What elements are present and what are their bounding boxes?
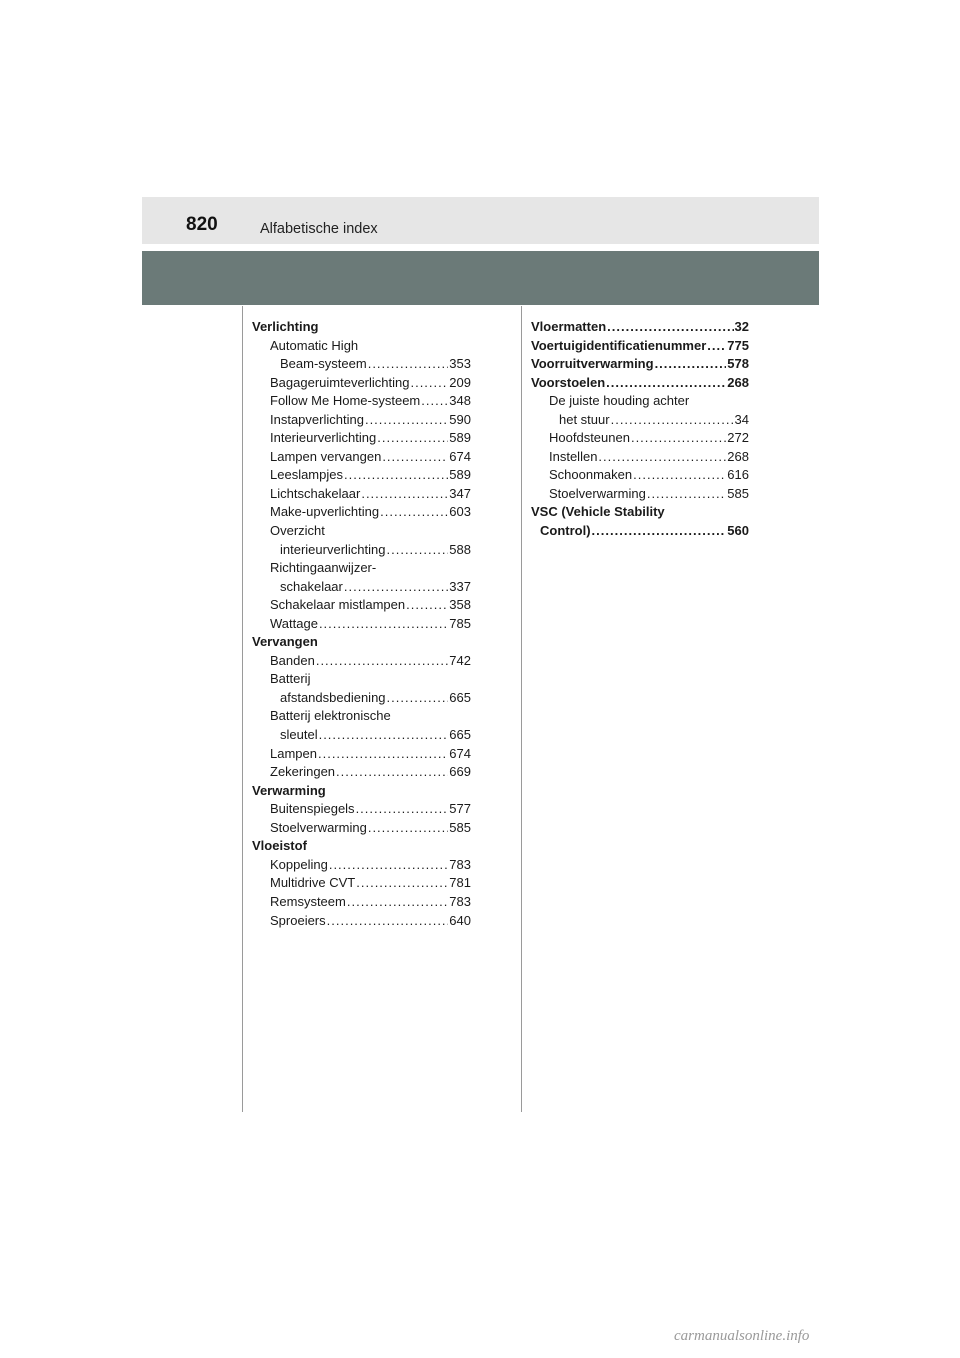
- index-entry-label: Instapverlichting: [270, 411, 364, 427]
- index-entry-label: Stoelverwarming: [270, 819, 367, 835]
- index-entry: [252, 726, 471, 745]
- section-title: Alfabetische index: [260, 221, 378, 237]
- index-entry-label: Lichtschakelaar: [270, 485, 361, 501]
- index-entry-label: Voertuigidentificatienummer: [531, 337, 707, 353]
- index-entry-page: 665: [449, 727, 471, 743]
- index-entry-page: 337: [449, 578, 471, 594]
- leader-dots: [356, 874, 448, 893]
- leader-dots: [592, 522, 727, 541]
- index-entry-label: Stoelverwarming: [549, 485, 646, 501]
- index-entry-page: 348: [449, 393, 471, 409]
- index-entry: [252, 652, 471, 671]
- header-bar: [142, 251, 819, 305]
- index-entry-label: Verlichting: [252, 319, 319, 334]
- index-entry-page: 665: [449, 689, 471, 705]
- index-entry-label: Multidrive CVT: [270, 875, 356, 891]
- index-entry: [252, 874, 471, 893]
- index-column-right: [531, 318, 749, 541]
- index-entry-label: Lampen: [270, 745, 317, 761]
- index-entry-page: 674: [449, 745, 471, 761]
- leader-dots: [318, 745, 448, 764]
- index-entry: [252, 819, 471, 838]
- index-entry-label: Follow Me Home-systeem: [270, 393, 421, 409]
- index-entry: [252, 429, 471, 448]
- index-entry: [531, 355, 749, 374]
- index-entry-page: 669: [449, 764, 471, 780]
- leader-dots: [336, 763, 448, 782]
- leader-dots: [421, 392, 448, 411]
- index-entry: [252, 448, 471, 467]
- index-entry: [252, 689, 471, 708]
- leader-dots: [319, 726, 449, 745]
- index-entry: [531, 337, 749, 356]
- index-entry: [531, 466, 749, 485]
- index-entry-label: De juiste houding achter: [549, 393, 690, 409]
- index-entry-label: Schakelaar mistlampen: [270, 597, 406, 613]
- leader-dots: [611, 411, 734, 430]
- index-entry: [252, 578, 471, 597]
- leader-dots: [329, 856, 448, 875]
- index-entry: [252, 466, 471, 485]
- index-entry: [252, 559, 471, 578]
- header-strip: [142, 197, 819, 244]
- index-entry: [252, 485, 471, 504]
- index-entry: [252, 912, 471, 931]
- index-entry-label: het stuur: [559, 411, 610, 427]
- index-entry-page: 353: [449, 356, 471, 372]
- index-entry: [252, 763, 471, 782]
- index-entry-page: 783: [449, 893, 471, 909]
- index-entry-label: Hoofdsteunen: [549, 430, 630, 446]
- index-entry-label: sleutel: [280, 727, 318, 743]
- index-entry-label: schakelaar: [280, 578, 343, 594]
- index-column-left: [252, 318, 471, 930]
- index-entry-page: 272: [727, 430, 749, 446]
- index-entry: [531, 522, 749, 541]
- index-entry-page: 783: [449, 856, 471, 872]
- index-entry: [252, 318, 471, 337]
- index-entry: [531, 411, 749, 430]
- index-entry-page: 209: [449, 374, 471, 390]
- leader-dots: [647, 485, 726, 504]
- watermark: carmanualsonline.info: [674, 1328, 810, 1344]
- index-entry-page: 775: [727, 337, 749, 353]
- index-entry-label: Richtingaanwijzer-: [270, 560, 377, 576]
- index-entry-label: Banden: [270, 652, 315, 668]
- leader-dots: [598, 448, 726, 467]
- index-entry-page: 585: [727, 485, 749, 501]
- index-entry-label: Batterij: [270, 671, 311, 687]
- index-entry-label: Verwarming: [252, 782, 326, 798]
- index-entry: [252, 522, 471, 541]
- index-entry: [252, 633, 471, 652]
- leader-dots: [316, 652, 448, 671]
- page-number: 820: [186, 214, 218, 235]
- index-entry-label: Instellen: [549, 448, 598, 464]
- index-entry-page: 577: [449, 801, 471, 817]
- index-entry-label: Voorruitverwarming: [531, 356, 654, 372]
- index-entry-label: afstandsbediening: [280, 689, 386, 705]
- index-entry: [531, 429, 749, 448]
- index-entry-page: 603: [449, 504, 471, 520]
- index-entry-label: Beam-systeem: [280, 356, 367, 372]
- index-entry-label: Lampen vervangen: [270, 448, 382, 464]
- leader-dots: [387, 689, 449, 708]
- leader-dots: [406, 596, 448, 615]
- column-divider-middle: [521, 306, 522, 1112]
- index-entry: [531, 318, 749, 337]
- index-entry: [252, 707, 471, 726]
- leader-dots: [327, 912, 449, 931]
- index-entry-page: 616: [727, 467, 749, 483]
- leader-dots: [356, 800, 449, 819]
- index-entry-page: 347: [449, 485, 471, 501]
- leader-dots: [365, 411, 448, 430]
- index-entry-label: Voorstoelen: [531, 374, 606, 390]
- index-entry-label: Remsysteem: [270, 893, 346, 909]
- index-entry-page: 742: [449, 652, 471, 668]
- leader-dots: [387, 541, 449, 560]
- index-entry: [252, 615, 471, 634]
- index-entry-page: 674: [449, 448, 471, 464]
- index-entry: [252, 893, 471, 912]
- index-entry: [252, 596, 471, 615]
- index-entry-page: 358: [449, 597, 471, 613]
- index-entry-page: 578: [727, 356, 749, 372]
- index-entry: [252, 837, 471, 856]
- index-entry-page: 781: [449, 875, 471, 891]
- leader-dots: [319, 615, 448, 634]
- index-entry: [531, 392, 749, 411]
- index-entry-page: 585: [449, 819, 471, 835]
- index-entry-page: 268: [727, 448, 749, 464]
- index-entry-page: 588: [449, 541, 471, 557]
- index-entry-page: 34: [734, 411, 749, 427]
- index-entry-page: 785: [449, 615, 471, 631]
- index-entry: [252, 411, 471, 430]
- index-entry-label: Interieurverlichting: [270, 430, 377, 446]
- leader-dots: [377, 429, 448, 448]
- leader-dots: [347, 893, 448, 912]
- index-entry: [252, 374, 471, 393]
- leader-dots: [382, 448, 448, 467]
- index-entry-page: 560: [727, 523, 749, 539]
- index-entry-label: Vervangen: [252, 634, 318, 650]
- index-entry-page: 268: [727, 374, 749, 390]
- index-entry-label: Overzicht: [270, 523, 325, 539]
- index-entry: [531, 503, 749, 522]
- index-entry: [252, 782, 471, 801]
- index-entry-label: Koppeling: [270, 856, 328, 872]
- index-entry-page: 589: [449, 467, 471, 483]
- leader-dots: [344, 466, 448, 485]
- index-entry: [531, 448, 749, 467]
- index-entry: [252, 670, 471, 689]
- index-entry-label: Zekeringen: [270, 764, 336, 780]
- leader-dots: [707, 337, 726, 356]
- index-entry-label: Schoonmaken: [549, 467, 633, 483]
- index-entry-label: VSC (Vehicle Stability: [531, 504, 665, 520]
- leader-dots: [368, 819, 448, 838]
- index-entry-label: Buitenspiegels: [270, 801, 355, 817]
- leader-dots: [631, 429, 726, 448]
- leader-dots: [633, 466, 726, 485]
- index-entry: [252, 355, 471, 374]
- index-entry-label: Vloermatten: [531, 319, 607, 334]
- index-entry: [252, 745, 471, 764]
- index-entry: [252, 541, 471, 560]
- leader-dots: [361, 485, 448, 504]
- index-entry-page: 640: [449, 912, 471, 928]
- index-entry-page: 589: [449, 430, 471, 446]
- leader-dots: [655, 355, 727, 374]
- index-entry-label: Sproeiers: [270, 912, 326, 928]
- index-entry-label: interieurverlichting: [280, 541, 386, 557]
- index-entry: [252, 856, 471, 875]
- index-entry-label: Wattage: [270, 615, 318, 631]
- index-entry-page: 32: [734, 319, 749, 334]
- index-entry-label: Batterij elektronische: [270, 708, 391, 724]
- index-entry-label: Make-upverlichting: [270, 504, 380, 520]
- leader-dots: [368, 355, 449, 374]
- index-entry: [531, 374, 749, 393]
- leader-dots: [606, 374, 726, 393]
- index-entry-label: Vloeistof: [252, 838, 307, 854]
- index-entry-label: Bagageruimteverlichting: [270, 374, 410, 390]
- index-entry: [252, 337, 471, 356]
- index-entry-page: 590: [449, 411, 471, 427]
- leader-dots: [380, 503, 448, 522]
- leader-dots: [410, 374, 448, 393]
- leader-dots: [344, 578, 448, 597]
- column-divider-left: [242, 306, 243, 1112]
- index-entry-label: Control): [540, 523, 591, 539]
- index-entry-label: Leeslampjes: [270, 467, 343, 483]
- index-entry: [252, 503, 471, 522]
- leader-dots: [607, 318, 733, 337]
- index-entry: [252, 800, 471, 819]
- index-entry: [531, 485, 749, 504]
- index-entry-label: Automatic High: [270, 337, 359, 353]
- index-entry: [252, 392, 471, 411]
